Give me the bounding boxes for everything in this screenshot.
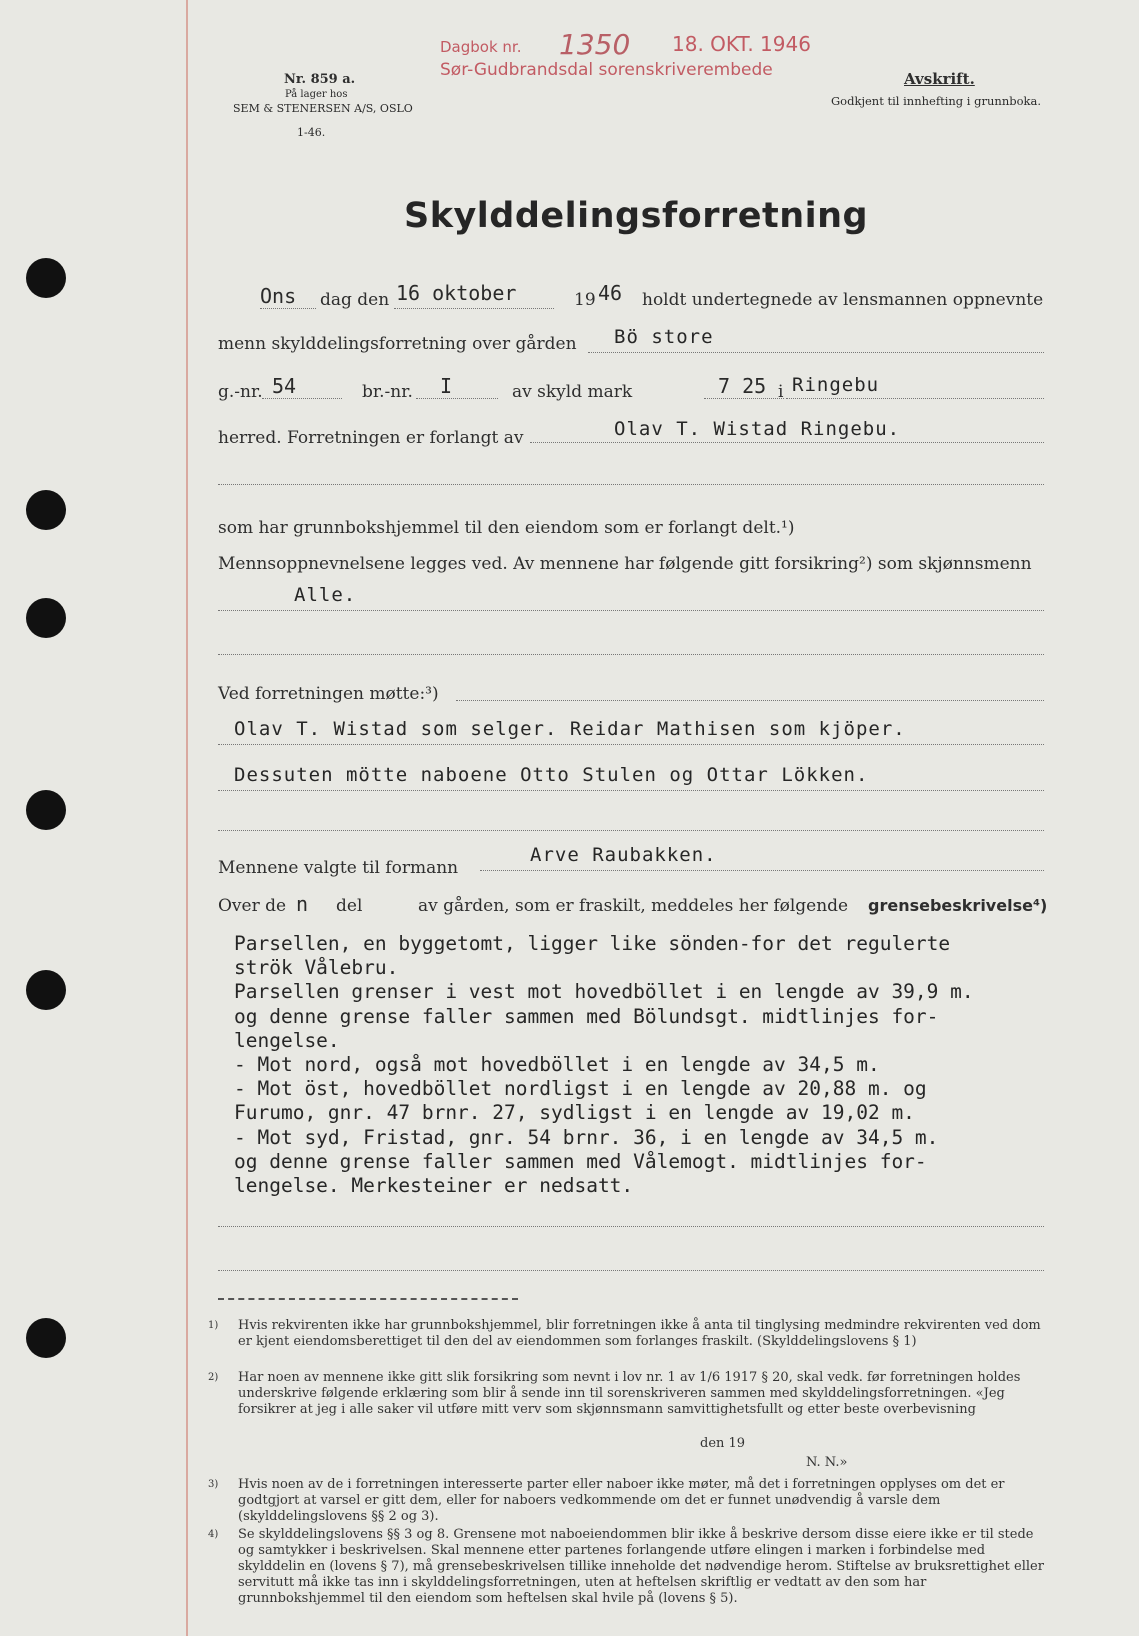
year-typed: 46 <box>598 281 623 305</box>
line5-text: som har grunnbokshjemmel til den eiendom som er forlangt delt.¹) <box>218 518 795 538</box>
line10-typed: Dessuten mötte naboene Otto Stulen og Ottar Lökken. <box>234 764 869 786</box>
footnote-number: 3) <box>208 1479 219 1490</box>
year-prefix: 19 <box>574 290 596 310</box>
form-number: Nr. 859 a. <box>284 72 356 87</box>
fill-line <box>218 830 1044 831</box>
fill-line <box>416 398 498 399</box>
line7-typed: Alle. <box>294 584 357 606</box>
fill-line <box>480 870 1044 871</box>
footnote-text: N. N.» <box>806 1455 848 1470</box>
skyld-label: av skyld mark <box>512 382 633 402</box>
fill-line <box>704 398 784 399</box>
line9-typed: Olav T. Wistad som selger. Reidar Mathisen som kjöper. <box>234 718 906 740</box>
footnote-2-date <box>700 1436 1000 1452</box>
description-line: Parsellen grenser i vest mot hovedböllet i en lengde av 39,9 m. <box>234 980 974 1004</box>
line1-text-b: holdt undertegnede av lensmannen oppnevnte <box>642 290 1044 310</box>
description-line: lengelse. <box>234 1028 340 1052</box>
footnote-divider <box>218 1298 518 1300</box>
punch-hole <box>26 1318 66 1358</box>
footnote-text: Hvis rekvirenten ikke har grunnbokshjemmel, blir forretningen ikke å anta til tinglysing medmindre rekvirenten ved dom er kjent eiendomsberettiget til den del av eiendommen som forlanges fraskilt. (Skylddelingslovens § 1) <box>238 1318 1041 1349</box>
description-line: Parsellen, en byggetomt, ligger like sönden-for det regulerte <box>234 932 951 955</box>
line11-text: Mennene valgte til formann <box>218 858 459 878</box>
stamp-office: Sør-Gudbrandsdal sorenskriverembede <box>440 60 773 80</box>
fill-line <box>218 1270 1044 1271</box>
footnote-text: Hvis noen av de i forretningen interesserte parter eller naboer ikke møter, må det i forretningen opplyses om det er godtgjort at varsel er gitt dem, eller for naboers vedkommende om det er funnet unødvendig å varsle dem (skylddelingslovens §§ 2 og 3). <box>238 1477 1005 1524</box>
place-typed: Ringebu <box>792 374 880 396</box>
fill-line <box>786 398 1044 399</box>
footnote-number: 2) <box>208 1372 219 1383</box>
fill-line <box>260 308 316 309</box>
description-line: strök Vålebru. <box>234 956 399 980</box>
fill-line <box>262 398 342 399</box>
description-line: - Mot nord, også mot hovedböllet i en lengde av 34,5 m. <box>234 1053 880 1076</box>
margin-rule <box>186 0 188 1636</box>
fill-line <box>218 654 1044 655</box>
fill-line <box>394 308 554 309</box>
line12-text-a: Over de <box>218 896 287 916</box>
line12-text-b: del <box>336 896 363 916</box>
punch-hole <box>26 598 66 638</box>
description-line: - Mot syd, Fristad, gnr. 54 brnr. 36, i en lengde av 34,5 m. <box>234 1125 939 1149</box>
description-line: lengelse. Merkesteiner er nedsatt. <box>234 1174 634 1197</box>
description-line: - Mot öst, hovedböllet nordligst i en lengde av 20,88 m. og <box>234 1077 927 1101</box>
line6-text: Mennsoppnevnelsene legges ved. Av mennene har følgende gitt forsikring²) som skjønnsmenn <box>218 554 1032 574</box>
footnote-text: Har noen av mennene ikke gitt slik forsikring som nevnt i lov nr. 1 av 1/6 1917 § 20, skal vedk. før forretningen holdes underskrive følgende erklæring som blir å sende inn til sorenskriveren sammen med skylddelingsforretningen. «Jeg forsikrer at jeg i alle saker vil utføre mitt verv som skjønnsmann samvittighetsfullt og etter beste overbevisning <box>238 1370 1021 1417</box>
fill-line <box>218 744 1044 745</box>
stamp-dagbok-number: 1350 <box>559 28 631 61</box>
grensebeskrivelse-label: grensebeskrivelse⁴) <box>868 896 1048 915</box>
stamp-date: 18. OKT. 1946 <box>672 32 811 56</box>
punch-hole <box>26 790 66 830</box>
line2-text: menn skylddelingsforretning over gården <box>218 334 577 354</box>
description-line: og denne grense faller sammen med Vålemogt. midtlinjes for- <box>234 1149 927 1173</box>
skyld-value: 7 25 <box>718 374 767 398</box>
date-typed: 16 oktober <box>396 281 517 305</box>
gnr-value: 54 <box>272 374 297 398</box>
fill-line <box>218 484 1044 485</box>
description-line: Furumo, gnr. 47 brnr. 27, sydligst i en lengde av 19,02 m. <box>234 1101 915 1125</box>
form-stock: På lager hos <box>285 89 348 100</box>
fill-line <box>218 1226 1044 1227</box>
footnote-4 <box>208 1527 1048 1607</box>
bnr-label: br.-nr. <box>362 382 413 402</box>
line4-text: herred. Forretningen er forlangt av <box>218 428 524 448</box>
description-line: og denne grense faller sammen med Bölundsgt. midtlinjes for- <box>234 1004 939 1028</box>
requester-typed: Olav T. Wistad Ringebu. <box>614 418 901 440</box>
footnote-1 <box>208 1318 1048 1350</box>
footnote-text: Se skylddelingslovens §§ 3 og 8. Grensene mot naboeiendommen blir ikke å beskrive dersom disse eiere ikke er til stede og samtykker i beskrivelsen. Skal mennene etter partenes forlangende utføre elingen i marken i forbindelse med skylddelin en (lovens § 7), må grensebeskrivelsen tillike inneholde det nødvendige herom. Stiftelse av bruksrettighet eller servitutt må ikke tas inn i skylddelingsforretningen, uten at heftelsen skriftlig er vedtatt av den som har grunnbokshjemmel til den eiendom som heftelsen skal hvile på (lovens § 5). <box>238 1527 1044 1606</box>
form-edition: 1-46. <box>297 126 326 139</box>
punch-hole <box>26 970 66 1010</box>
farm-typed: Bö store <box>614 326 714 348</box>
i-label: i <box>778 382 784 402</box>
footnote-text: den 19 <box>700 1436 746 1451</box>
punch-hole <box>26 490 66 530</box>
stamp-dagbok-label: Dagbok nr. <box>440 38 522 56</box>
fill-line <box>218 610 1044 611</box>
bnr-value: I <box>440 374 453 398</box>
line1-text-a: dag den <box>320 290 390 310</box>
avskrift-label: Avskrift. <box>904 70 975 88</box>
page-title: Skylddelingsforretning <box>404 196 869 236</box>
footnote-2 <box>208 1370 1048 1418</box>
avskrift-approved: Godkjent til innhefting i grunnboka. <box>831 94 1041 108</box>
n-typed: n <box>296 892 309 916</box>
line8-text: Ved forretningen møtte:³) <box>218 684 439 704</box>
fill-line <box>456 700 1044 701</box>
day-typed: Ons <box>260 284 297 308</box>
fill-line <box>218 790 1044 791</box>
form-publisher: SEM & STENERSEN A/S, OSLO <box>233 102 413 115</box>
footnote-2-signature <box>806 1455 1006 1471</box>
fill-line <box>588 352 1044 353</box>
fill-line <box>530 442 1044 443</box>
footnote-number: 4) <box>208 1529 219 1540</box>
footnote-3 <box>208 1477 1048 1525</box>
gnr-label: g.-nr. <box>218 382 263 402</box>
line12-text-c: av gården, som er fraskilt, meddeles her følgende <box>418 896 849 916</box>
punch-hole <box>26 258 66 298</box>
chair-typed: Arve Raubakken. <box>530 844 717 866</box>
footnote-number: 1) <box>208 1320 219 1331</box>
